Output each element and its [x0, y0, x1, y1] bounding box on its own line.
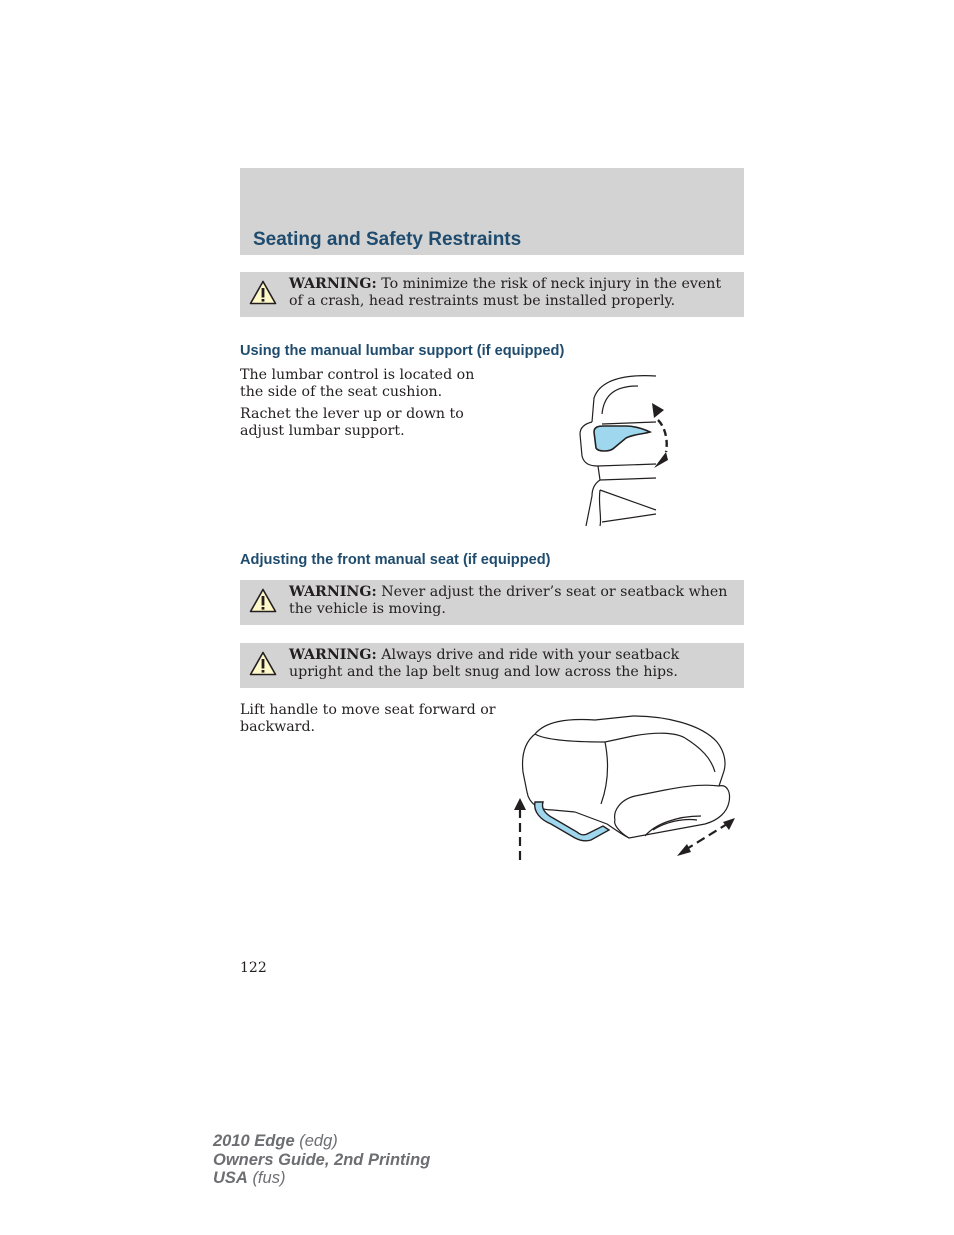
warning-box-moving-vehicle: [240, 580, 744, 625]
warning-triangle-icon: [249, 280, 277, 305]
front-seat-paragraph: Lift handle to move seat forward or backward.: [240, 702, 496, 735]
warning-box-seatback-upright: [240, 643, 744, 688]
lumbar-paragraph-1: The lumbar control is located on the side of the seat cushion.: [240, 367, 475, 400]
footer-market: USA: [213, 1169, 248, 1187]
warning-label: WARNING:: [289, 584, 377, 600]
warning-triangle-icon: [249, 588, 277, 613]
footer-model: 2010 Edge: [213, 1132, 295, 1150]
warning-text: Always drive and ride with your seatback upright and the lap belt snug and low across the hips.: [289, 647, 680, 680]
footer-market-code: (fus): [252, 1169, 286, 1187]
seat-handle-illustration: [505, 712, 745, 864]
warning-label: WARNING:: [289, 647, 377, 663]
lumbar-paragraph-2: Rachet the lever up or down to adjust lumbar support.: [240, 406, 464, 439]
footer-model-code: (edg): [299, 1132, 338, 1150]
front-seat-heading: Adjusting the front manual seat (if equipped): [240, 552, 551, 568]
section-title: Seating and Safety Restraints: [253, 229, 522, 250]
page-number: 122: [240, 960, 267, 976]
warning-box-head-restraints: [240, 272, 744, 317]
document-footer: [213, 1132, 430, 1188]
warning-text: Never adjust the driver’s seat or seatback when the vehicle is moving.: [289, 584, 728, 617]
section-header-band: [240, 168, 744, 255]
lumbar-heading: Using the manual lumbar support (if equipped): [240, 343, 565, 359]
lumbar-lever-illustration: [578, 372, 678, 530]
warning-triangle-icon: [249, 651, 277, 676]
footer-edition: Owners Guide, 2nd Printing: [213, 1150, 431, 1169]
warning-label: WARNING:: [289, 276, 377, 292]
warning-text: To minimize the risk of neck injury in the event of a crash, head restraints must be installed properly.: [289, 276, 722, 309]
